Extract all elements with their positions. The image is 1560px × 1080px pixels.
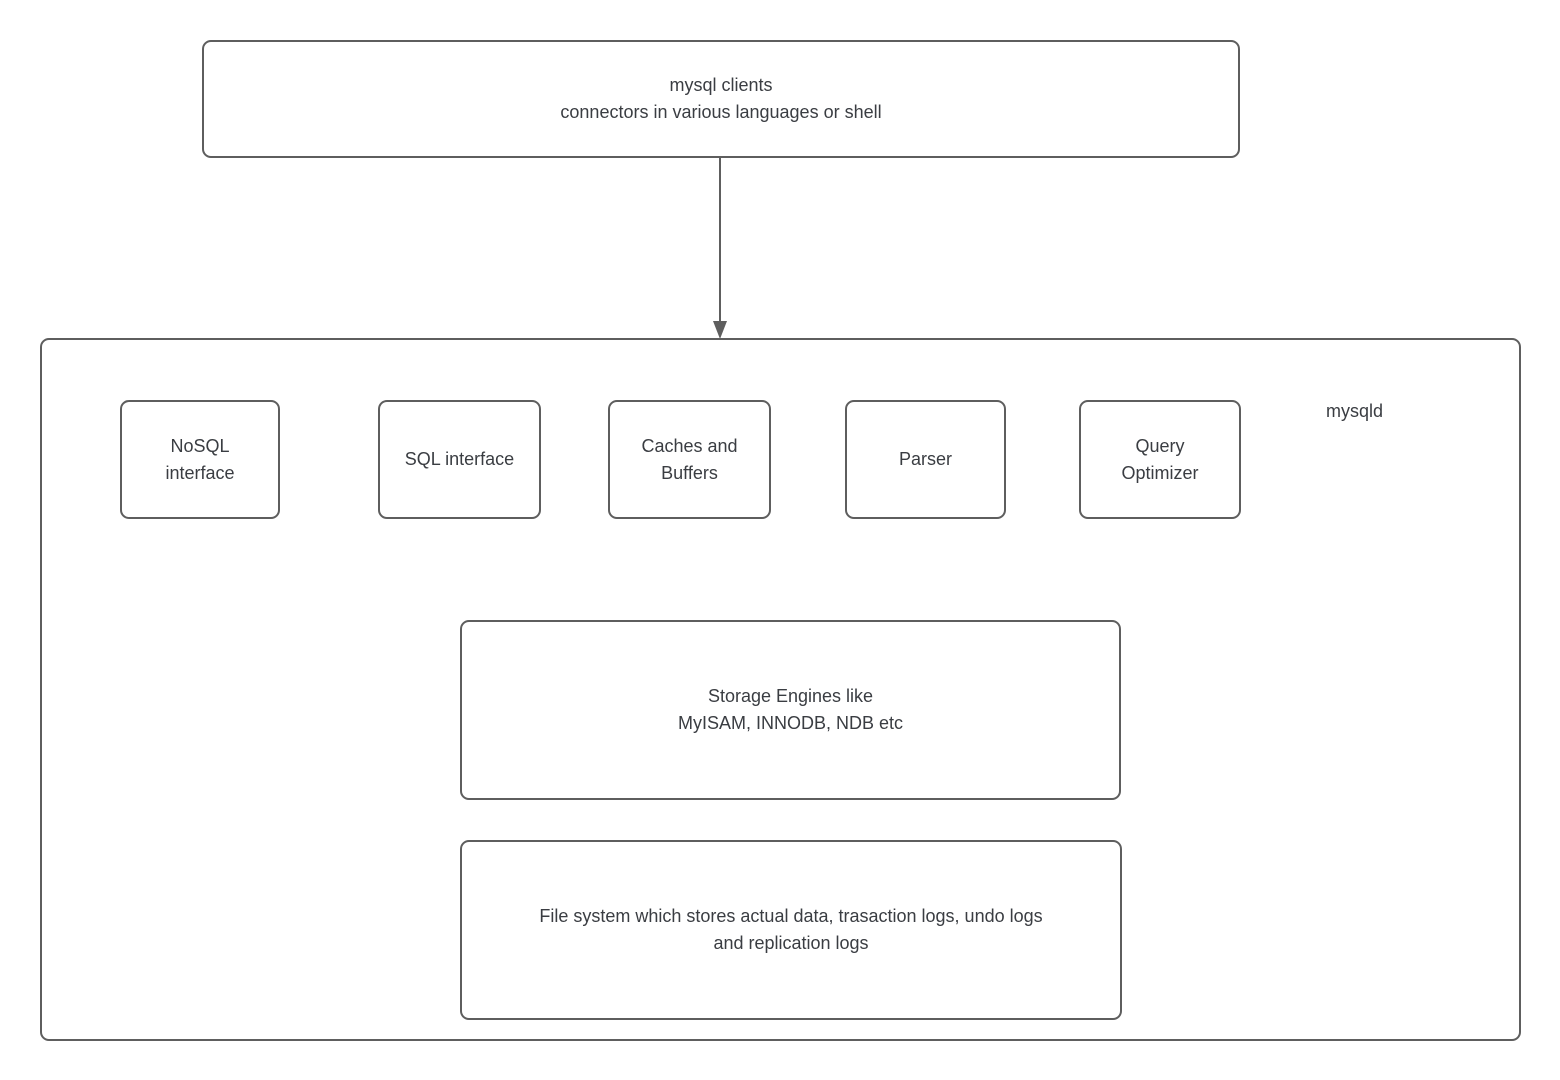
query-optimizer-line-2: Optimizer (1121, 462, 1199, 483)
caches-and-buffers-box (608, 400, 771, 519)
file-system-line-2: and replication logs (713, 933, 869, 953)
nosql-interface-line-1: NoSQL (170, 435, 230, 456)
down-arrow-connector (710, 158, 730, 340)
caches-and-buffers-line-2: Buffers (661, 462, 718, 483)
mysqld-label: mysqld (1326, 401, 1384, 421)
file-system-box (460, 840, 1122, 1020)
file-system-line-1: File system which stores actual data, trasaction logs, undo logs (539, 906, 1043, 926)
storage-engines-line-2: MyISAM, INNODB, NDB etc (677, 713, 904, 733)
nosql-interface-line-2: interface (165, 462, 235, 483)
mysql-clients-box (202, 40, 1240, 158)
sql-interface-box (378, 400, 541, 519)
mysql-clients-line-2: connectors in various languages or shell (560, 102, 882, 122)
storage-engines-line-1: Storage Engines like (707, 686, 874, 706)
parser-line-1: Parser (898, 449, 952, 469)
query-optimizer-box (1079, 400, 1241, 519)
query-optimizer-line-1: Query (1135, 435, 1185, 456)
mysql-clients-line-1: mysql clients (669, 75, 773, 95)
sql-interface-line-1: SQL interface (404, 449, 515, 469)
parser-box (845, 400, 1006, 519)
caches-and-buffers-line-1: Caches and (641, 435, 738, 456)
nosql-interface-box (120, 400, 280, 519)
storage-engines-box (460, 620, 1121, 800)
